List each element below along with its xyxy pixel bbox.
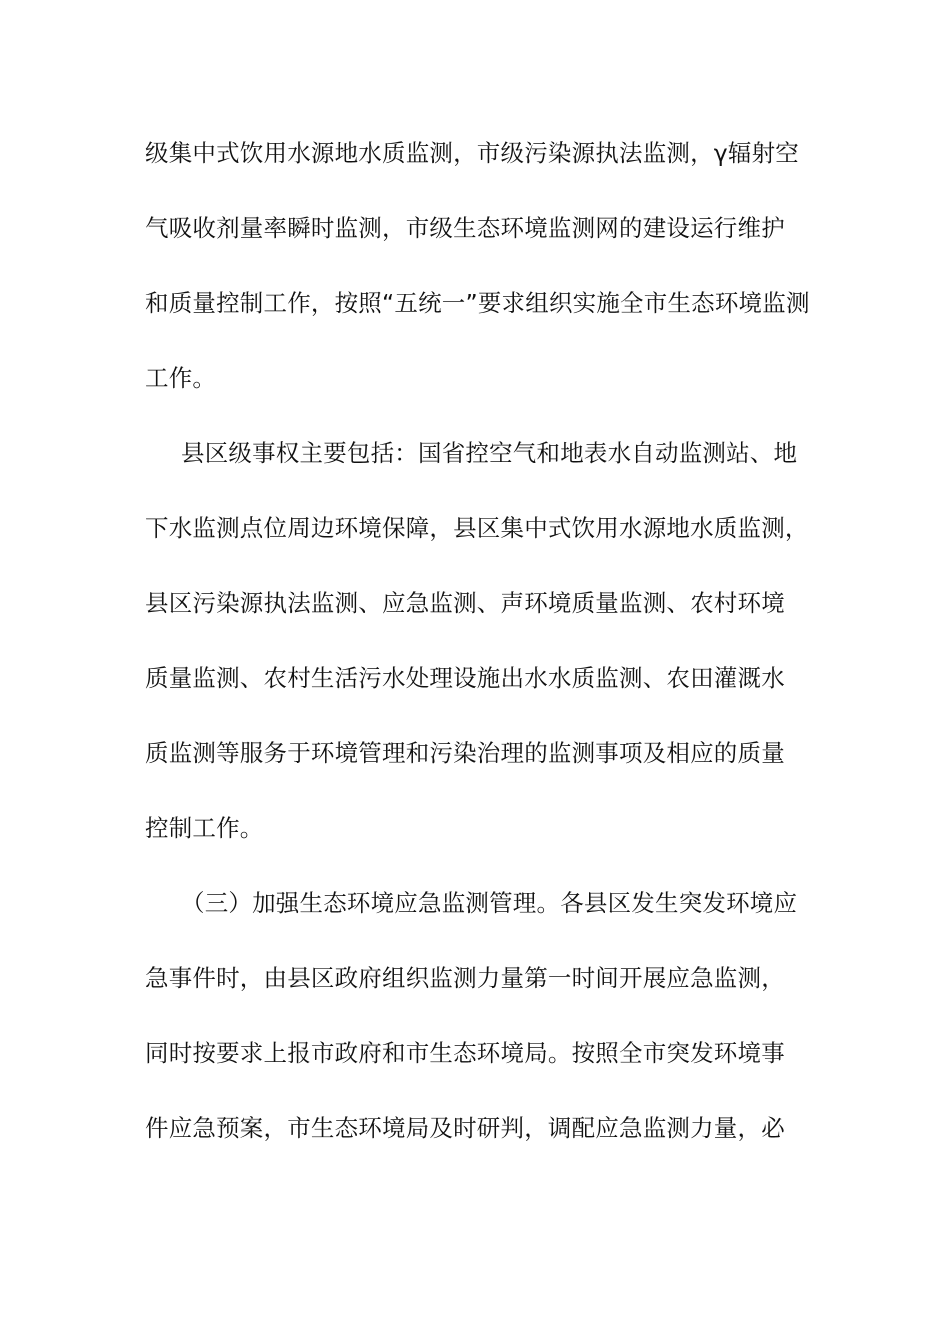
- text-line: 控制工作。: [145, 814, 264, 842]
- text-line: （三）加强生态环境应急监测管理。各县区发生突发环境应: [181, 889, 798, 917]
- text-line: 级集中式饮用水源地水质监测，市级污染源执法监测，γ辐射空: [145, 139, 800, 167]
- text-line: 急事件时，由县区政府组织监测力量第一时间开展应急监测，: [145, 964, 785, 992]
- text-line: 气吸收剂量率瞬时监测，市级生态环境监测网的建设运行维护: [145, 214, 785, 242]
- body-text: [145, 131, 825, 1181]
- text-line: 和质量控制工作，按照“五统一”要求组织实施全市生态环境监测: [145, 289, 810, 317]
- text-line: 质监测等服务于环境管理和污染治理的监测事项及相应的质量: [145, 739, 785, 767]
- text-line: 县区污染源执法监测、应急监测、声环境质量监测、农村环境: [145, 589, 785, 617]
- text-line: 质量监测、农村生活污水处理设施出水水质监测、农田灌溉水: [145, 664, 785, 692]
- text-line: 下水监测点位周边环境保障，县区集中式饮用水源地水质监测，: [145, 514, 809, 542]
- text-line: 件应急预案，市生态环境局及时研判，调配应急监测力量，必: [145, 1114, 785, 1142]
- text-line: 县区级事权主要包括：国省控空气和地表水自动监测站、地: [181, 439, 798, 467]
- text-line: 同时按要求上报市政府和市生态环境局。按照全市突发环境事: [145, 1039, 785, 1067]
- text-line: 工作。: [145, 364, 217, 392]
